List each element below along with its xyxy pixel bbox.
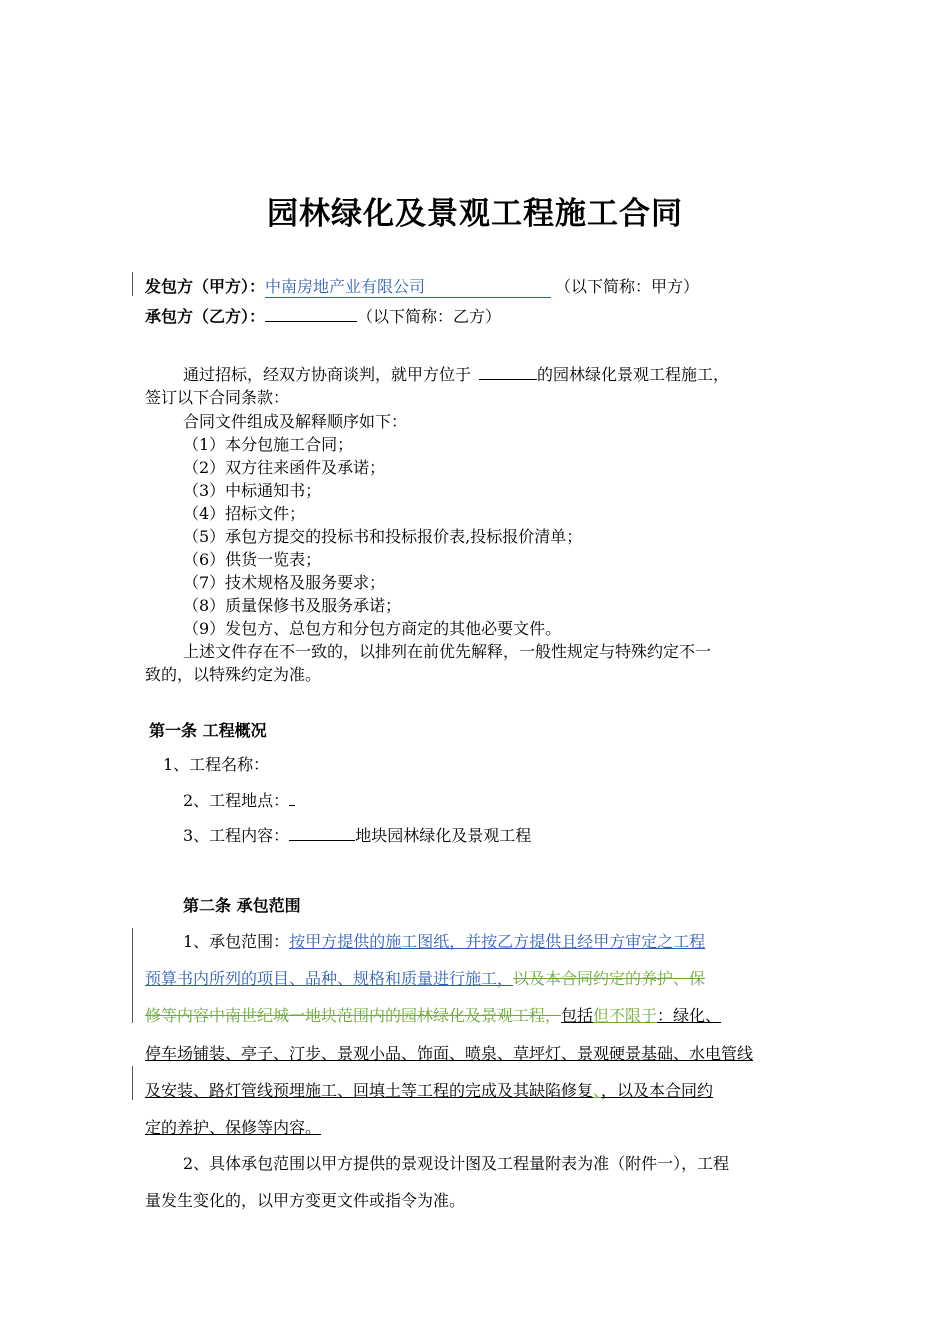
scope-text: ，以及本合同约 xyxy=(601,1081,714,1100)
inserted-text: 预算书内所列的项目、品种、规格和质量进行施工， xyxy=(145,969,514,988)
party-a-suffix: （以下简称：甲方） xyxy=(555,277,700,296)
article1-heading: 第一条 工程概况 xyxy=(149,721,267,740)
party-b-line xyxy=(145,304,501,327)
docs-heading: 合同文件组成及解释顺序如下： xyxy=(183,412,408,431)
party-b-suffix: （以下简称：乙方） xyxy=(357,307,502,326)
revision-bar xyxy=(132,272,133,296)
project-name: 1、工程名称： xyxy=(163,755,270,774)
deleted-text: 修等内容中南世纪城一地块范围内的园林绿化及景观工程， xyxy=(145,1006,562,1025)
project-location-blank[interactable] xyxy=(289,790,295,806)
doc-item: （1）本分包施工合同； xyxy=(183,435,354,454)
project-content-text: 地块园林绿化及景观工程 xyxy=(355,826,532,845)
doc-item: （6）供货一览表； xyxy=(183,550,322,569)
party-a-value[interactable] xyxy=(265,274,551,298)
scope-line-5 xyxy=(145,1078,713,1101)
doc-item: （7）技术规格及服务要求； xyxy=(183,573,386,592)
scope-line-2 xyxy=(145,966,705,989)
intro-text: 通过招标，经双方协商谈判，就甲方位于 xyxy=(183,365,472,384)
scope-line-4: 停车场铺装、亭子、汀步、景观小品、饰面、喷泉、草坪灯、景观硬景基础、水电管线 xyxy=(145,1044,754,1063)
doc-item: （2）双方往来函件及承诺； xyxy=(183,458,386,477)
article2-heading: 第二条 承包范围 xyxy=(183,896,301,915)
intro-line-2: 签订以下合同条款： xyxy=(145,388,290,407)
party-b-blank[interactable] xyxy=(265,306,357,322)
deleted-text: 以及本合同约定的养护、保 xyxy=(513,969,706,988)
scope-para2-line-2: 量发生变化的，以甲方变更文件或指令为准。 xyxy=(145,1191,466,1210)
project-location xyxy=(183,788,295,811)
scope-text: 及安装、路灯管线预埋施工、回填土等工程的完成及其缺陷修复 xyxy=(145,1081,594,1100)
scope-text: 1、承包范围： xyxy=(183,932,290,951)
revision-bar xyxy=(132,928,133,1023)
project-content-blank[interactable] xyxy=(289,825,355,841)
scope-line-6: 定的养护、保修等内容。 xyxy=(145,1118,322,1137)
doc-item: （5）承包方提交的投标书和投标报价表,投标报价清单； xyxy=(183,527,583,546)
doc-item: （3）中标通知书； xyxy=(183,481,322,500)
party-a-name: 中南房地产业有限公司 xyxy=(265,277,426,296)
location-blank[interactable] xyxy=(479,364,537,380)
intro-line-1 xyxy=(183,362,729,385)
precedence-line-1: 上述文件存在不一致的，以排列在前优先解释，一般性规定与特殊约定不一 xyxy=(183,642,712,661)
intro-text: 的园林绿化景观工程施工， xyxy=(537,365,730,384)
scope-line-3 xyxy=(145,1003,721,1026)
inserted-text: 、 xyxy=(593,1081,602,1100)
scope-line-1 xyxy=(183,929,705,952)
party-b-label: 承包方（乙方）： xyxy=(145,307,266,326)
inserted-text: 按甲方提供的施工图纸，并按乙方提供且经甲方审定之工程 xyxy=(289,932,706,951)
revision-bar xyxy=(132,1066,133,1100)
project-content-label: 3、工程内容： xyxy=(183,826,290,845)
contract-title: 园林绿化及景观工程施工合同 xyxy=(267,196,683,232)
doc-item: （8）质量保修书及服务承诺； xyxy=(183,596,402,615)
project-location-label: 2、工程地点： xyxy=(183,791,290,810)
scope-text: ：绿化、 xyxy=(657,1006,722,1025)
scope-text: 包括 xyxy=(561,1006,594,1025)
project-content xyxy=(183,823,531,846)
precedence-line-2: 致的，以特殊约定为准。 xyxy=(145,665,322,684)
scope-para2-line-1: 2、具体承包范围以甲方提供的景观设计图及工程量附表为准（附件一），工程 xyxy=(183,1154,730,1173)
doc-item: （9）发包方、总包方和分包方商定的其他必要文件。 xyxy=(183,619,562,638)
inserted-text: 但不限于 xyxy=(593,1006,658,1025)
party-a-line xyxy=(145,274,699,298)
doc-item: （4）招标文件； xyxy=(183,504,306,523)
party-a-label: 发包方（甲方）： xyxy=(145,277,266,296)
